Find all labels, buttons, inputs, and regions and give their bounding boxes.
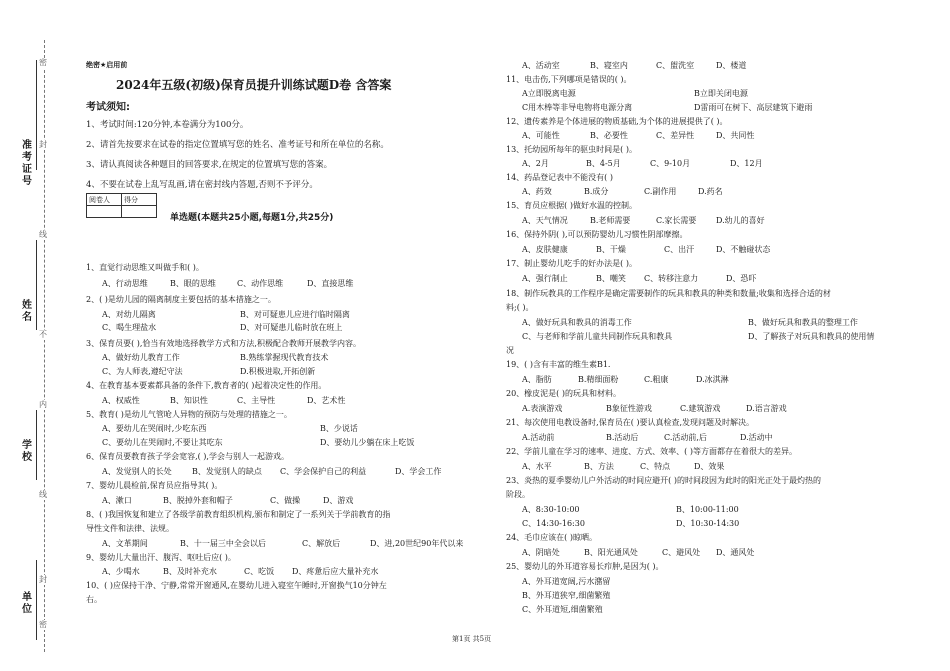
option[interactable]: D雷雨可在树下、高层建筑下避雨 (694, 103, 813, 112)
question-22: 22、学前儿童在学习的速率、进度、方式、效率、( )等方面都存在着很大的差异。 (506, 447, 797, 456)
option[interactable]: B.老师需要 (590, 216, 631, 225)
option[interactable]: B、眼的思维 (170, 279, 216, 288)
option[interactable]: D、效果 (694, 462, 725, 471)
question-23-cont: 阶段。 (506, 490, 530, 499)
option[interactable]: D、直接思维 (307, 279, 354, 288)
seal-word: 不 (39, 330, 47, 339)
option[interactable]: C.副作用 (644, 187, 677, 196)
notice-item: 1、考试时间:120分钟,本卷满分为100分。 (86, 120, 249, 130)
option[interactable]: D、共同性 (716, 131, 755, 140)
question-3: 3、保育员要( ),恰当有效地选择教学方式和方法,积极配合教师开展教学内容。 (86, 339, 361, 348)
option[interactable]: C、学会保护自己的利益 (280, 467, 367, 476)
option[interactable]: D.药名 (698, 187, 723, 196)
question-18: 18、制作玩教具的工作程序是确定需要制作的玩具和教具的种类和数量;收集和选择合适的材 (506, 289, 831, 298)
option[interactable]: C.粗康 (644, 375, 669, 384)
option[interactable]: A、8:30-10:00 (522, 505, 580, 514)
school-blank[interactable] (36, 410, 37, 480)
page-title: 2024年五级(初级)保育员提升训练试题D卷 含答案 (116, 78, 392, 92)
option[interactable]: C、主导性 (237, 396, 276, 405)
option[interactable]: C、吃饭 (244, 567, 275, 576)
option[interactable]: A、活动室 (522, 61, 560, 70)
question-4: 4、在教育基本要素都具备的条件下,教育者的( )起着决定性的作用。 (86, 381, 327, 390)
option[interactable]: A、漱口 (102, 496, 132, 505)
question-6: 6、保育员要教育孩子学会宽容,( ),学会与别人一起游戏。 (86, 452, 289, 461)
option[interactable]: C、动作思维 (237, 279, 284, 288)
school-label: 学校 (22, 440, 32, 463)
option[interactable]: C、外耳道短,细菌繁殖 (522, 605, 603, 614)
notice-item: 4、不要在试卷上乱写乱画,请在密封线内答题,否则不予评分。 (86, 180, 318, 190)
option[interactable]: B、寝室内 (590, 61, 628, 70)
option[interactable]: C.活动前,后 (664, 433, 707, 442)
question-23: 23、炎热的夏季婴幼儿户外活动的时间应避开( )的时间段因为此时的阳光正处于最灼热的 (506, 476, 821, 485)
score-cell: 得分 (122, 194, 157, 206)
notice-heading: 考试须知: (86, 102, 130, 113)
section-heading: 单选题(本题共25小题,每题1分,共25分) (170, 213, 334, 223)
option[interactable]: A、可能性 (522, 131, 560, 140)
question-18-cont: 料;( )。 (506, 303, 534, 312)
option[interactable]: D、对可疑患儿临时放在班上 (240, 323, 343, 332)
option[interactable]: C、特点 (640, 462, 671, 471)
question-12: 12、遗传素养是个体进展的物质基础,为个体的进展提供了( )。 (506, 117, 728, 126)
option[interactable]: B、及时补充水 (163, 567, 217, 576)
option[interactable]: D、学会工作 (395, 467, 442, 476)
option[interactable]: B、对可疑患儿应进行临时隔离 (240, 310, 350, 319)
question-9: 9、婴幼儿大量出汗、腹泻、呕吐后应( )。 (86, 553, 236, 562)
option[interactable]: B、必要性 (590, 131, 628, 140)
question-15: 15、育员应根据( )做好水温的控制。 (506, 201, 637, 210)
option[interactable]: D、要幼儿少躺在床上吃饭 (320, 438, 415, 447)
option[interactable]: C、要幼儿在哭闹时,不要让其吃东 (102, 438, 223, 447)
option[interactable]: C、避风处 (662, 548, 701, 557)
option[interactable]: C、14:30-16:30 (522, 519, 585, 528)
option[interactable]: C、差异性 (656, 131, 695, 140)
option[interactable]: B象征性游戏 (606, 404, 652, 413)
option[interactable]: B、10:00-11:00 (676, 505, 739, 514)
option[interactable]: D、恐吓 (726, 274, 757, 283)
option[interactable]: D.幼儿的喜好 (716, 216, 765, 225)
question-8-cont: 导性文件和法律、法规。 (86, 524, 174, 533)
seal-word: 密 (39, 620, 47, 629)
option[interactable]: A、少喝水 (102, 567, 140, 576)
option[interactable]: D.积极进取,开拓创新 (240, 367, 316, 376)
option[interactable]: D、游戏 (323, 496, 354, 505)
question-5: 5、教育( )是幼儿气管呛人异物的预防与处理的措施之一。 (86, 410, 292, 419)
option[interactable]: D、艺术性 (307, 396, 346, 405)
option[interactable]: B、外耳道狭窄,细菌繁殖 (522, 591, 611, 600)
question-18-tail: 况 (506, 346, 514, 355)
option[interactable]: A、做好幼儿教育工作 (102, 353, 180, 362)
grader-cell: 阅卷人 (87, 194, 122, 206)
option[interactable]: A、要幼儿在哭闹时,少吃东西 (102, 424, 207, 433)
option[interactable]: A立即脱离电源 (522, 89, 576, 98)
option[interactable]: B、干燥 (596, 245, 626, 254)
question-10-cont: 右。 (86, 595, 102, 604)
option[interactable]: D.语言游戏 (746, 404, 787, 413)
option[interactable]: D、进,20世纪90年代以来 (370, 539, 464, 548)
question-8: 8、( )我国恢复和建立了各级学前教育组织机构,颁布和制定了一系列关于学前教育的指 (86, 510, 391, 519)
option[interactable]: B、嘲笑 (596, 274, 626, 283)
notice-item: 3、请认真阅读各种题目的回答要求,在规定的位置填写您的答案。 (86, 160, 333, 170)
option[interactable]: A.表演游戏 (522, 404, 563, 413)
option[interactable]: B、脱掉外套和帽子 (163, 496, 233, 505)
option[interactable]: C、出汗 (664, 245, 695, 254)
seal-word: 封 (39, 140, 47, 149)
name-blank[interactable] (36, 240, 37, 330)
option[interactable]: C、解放后 (302, 539, 341, 548)
option[interactable]: A、强行制止 (522, 274, 568, 283)
question-21: 21、每次使用电教设备时,保育员在( )要认真检查,发现问题及时解决。 (506, 418, 755, 427)
option[interactable]: D、疼惫后应大量补充水 (292, 567, 379, 576)
option[interactable]: B立即关闭电源 (694, 89, 748, 98)
option[interactable]: B.活动后 (606, 433, 639, 442)
question-13: 13、托幼园所每年的驱虫时间是( )。 (506, 145, 637, 154)
seal-word: 密 (39, 58, 47, 67)
option[interactable]: D、了解孩子对玩具和教具的使用情 (748, 332, 875, 341)
option[interactable]: A、2月 (522, 159, 549, 168)
option[interactable]: A、权威性 (102, 396, 140, 405)
option[interactable]: C、盥洗室 (656, 61, 695, 70)
option[interactable]: C、做操 (270, 496, 301, 505)
exam-number-blank[interactable] (36, 60, 37, 170)
unit-label: 单位 (22, 592, 32, 615)
option[interactable]: B、做好玩具和教具的整理工作 (748, 318, 858, 327)
option[interactable]: B、阳光通风处 (584, 548, 638, 557)
option[interactable]: A、皮肤健康 (522, 245, 568, 254)
option[interactable]: D、通风处 (716, 548, 755, 557)
binding-margin (0, 0, 62, 671)
option[interactable]: D、楼道 (716, 61, 747, 70)
option[interactable]: A、脂肪 (522, 375, 552, 384)
seal-word: 内 (39, 400, 47, 409)
unit-blank[interactable] (36, 560, 37, 640)
question-20: 20、橡皮泥是( )的玩具和材料。 (506, 389, 621, 398)
question-10: 10、( )应保持干净、宁静,常常开窗通风,在婴幼儿进入寝室午睡时,开窗换气10分钟左 (86, 581, 387, 590)
page-number: 第1页 共5页 (452, 635, 492, 643)
option[interactable]: C、9-10月 (650, 159, 691, 168)
option[interactable]: B.成分 (584, 187, 609, 196)
question-17: 17、制止婴幼儿吃手的好办法是( )。 (506, 259, 637, 268)
option[interactable]: C、喝生理盐水 (102, 323, 157, 332)
option[interactable]: A、水平 (522, 462, 552, 471)
option[interactable]: A.活动前 (522, 433, 555, 442)
question-25: 25、婴幼儿的外耳道容易长疖肿,是因为( )。 (506, 562, 664, 571)
option[interactable]: A、做好玩具和教具的消毒工作 (522, 318, 632, 327)
notice-item: 2、请首先按要求在试卷的指定位置填写您的姓名、准考证号和所在单位的名称。 (86, 140, 389, 150)
option[interactable]: B、方法 (584, 462, 614, 471)
score-table (86, 193, 157, 218)
question-7: 7、婴幼儿晨检前,保育员应指导其( )。 (86, 481, 223, 490)
option[interactable]: D、10:30-14:30 (676, 519, 740, 528)
option[interactable]: D、不触碰状态 (716, 245, 771, 254)
option[interactable]: C.家长需要 (656, 216, 697, 225)
seal-line (44, 40, 45, 652)
seal-word: 线 (39, 230, 47, 239)
option[interactable]: A、外耳道宽阔,污水潴留 (522, 577, 611, 586)
question-1: 1、直觉行动思维又叫做手和( )。 (86, 263, 204, 272)
score-blank[interactable] (122, 206, 157, 218)
option[interactable]: C、与老师和学前儿童共同制作玩具和教具 (522, 332, 673, 341)
option[interactable]: D.冰淇淋 (696, 375, 729, 384)
option[interactable]: B、发觉别人的缺点 (192, 467, 262, 476)
question-24: 24、毛巾应该在( )晾晒。 (506, 533, 597, 542)
secret-mark: 绝密★启用前 (86, 61, 128, 69)
option[interactable]: C用木棒等非导电物将电源分离 (522, 103, 633, 112)
option[interactable]: B、少说话 (320, 424, 358, 433)
question-19: 19、( )含有丰富的维生素B1. (506, 360, 611, 369)
option[interactable]: B、知识性 (170, 396, 208, 405)
option[interactable]: B、十一届三中全会以后 (180, 539, 266, 548)
option[interactable]: D.活动中 (740, 433, 773, 442)
option[interactable]: B.精细面粉 (578, 375, 619, 384)
option[interactable]: A、行动思维 (102, 279, 148, 288)
question-16: 16、保持外阴( ),可以预防婴幼儿习惯性阴部摩擦。 (506, 230, 688, 239)
question-14: 14、药品登记表中不能没有( ) (506, 173, 613, 182)
option[interactable]: A、药效 (522, 187, 552, 196)
option[interactable]: A、文革期间 (102, 539, 148, 548)
option[interactable]: A、阴暗处 (522, 548, 560, 557)
grader-blank[interactable] (87, 206, 122, 218)
option[interactable]: A、天气情况 (522, 216, 568, 225)
seal-word: 线 (39, 490, 47, 499)
name-label: 姓名 (22, 300, 32, 323)
option[interactable]: C、转移注意力 (644, 274, 699, 283)
question-2: 2、( )是幼儿园的隔离制度主要包括的基本措施之一。 (86, 295, 276, 304)
option[interactable]: C.建筑游戏 (680, 404, 721, 413)
option[interactable]: B.熟练掌握现代教育技术 (240, 353, 329, 362)
option[interactable]: B、4-5月 (586, 159, 621, 168)
option[interactable]: A、对幼儿隔离 (102, 310, 156, 319)
option[interactable]: A、发觉别人的长处 (102, 467, 172, 476)
question-11: 11、电击伤,下列哪项是错误的( )。 (506, 75, 632, 84)
option[interactable]: D、12月 (730, 159, 763, 168)
exam-number-label: 准考证号 (22, 140, 32, 187)
option[interactable]: C、为人师表,遵纪守法 (102, 367, 183, 376)
seal-word: 封 (39, 575, 47, 584)
